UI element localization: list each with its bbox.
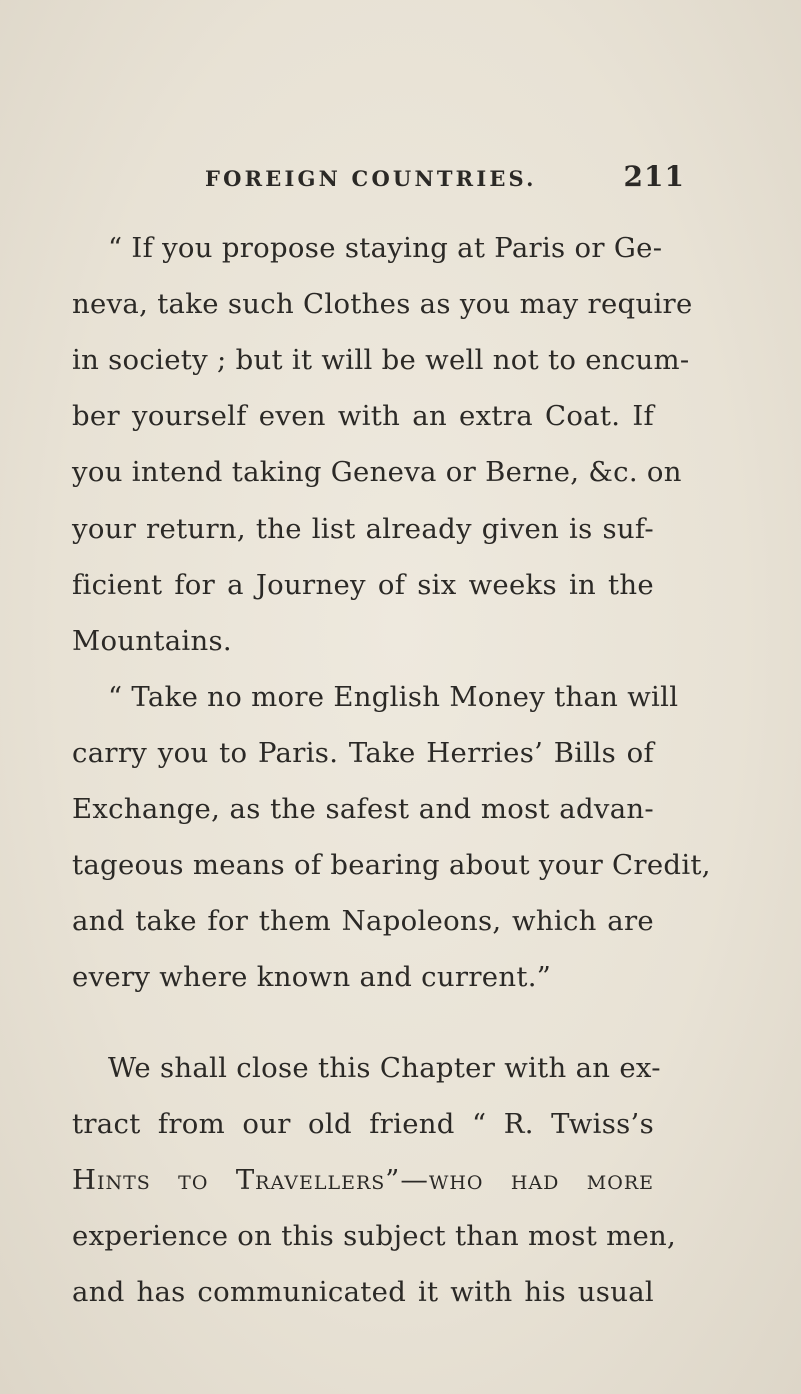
page-number: 211 [623,160,685,193]
text-line: Mountains. [72,625,232,657]
text-line: your return, the list already given is suf- [72,513,654,545]
text-line: “ If you propose staying at Paris or Ge- [108,232,663,264]
text-line: in society ; but it will be well not to encum- [72,344,690,376]
text-line: neva, take such Clothes as you may require [72,288,693,320]
text-line: experience on this subject than most men, [72,1220,677,1252]
text-line: and take for them Napoleons, which are [72,905,654,937]
text-line: tageous means of bearing about your Credit, [72,849,711,881]
running-head [205,160,685,196]
text-line: ficient for a Journey of six weeks in the [72,569,654,601]
text-line: every where known and current.” [72,961,552,993]
text-line: tract from our old friend “ R. Twiss’s [72,1108,654,1140]
text-line: Hints to Travellers”—who had more [72,1164,654,1196]
text-line: Exchange, as the safest and most advan- [72,793,654,825]
text-line: and has communicated it with his usual [72,1276,654,1308]
text-line: you intend taking Geneva or Berne, &c. on [72,456,682,488]
text-line: “ Take no more English Money than will [108,681,679,713]
text-line: ber yourself even with an extra Coat. If [72,400,654,432]
text-line: carry you to Paris. Take Herries’ Bills of [72,737,654,769]
running-title: FOREIGN COUNTRIES. [205,166,537,191]
text-line: We shall close this Chapter with an ex- [108,1052,661,1084]
